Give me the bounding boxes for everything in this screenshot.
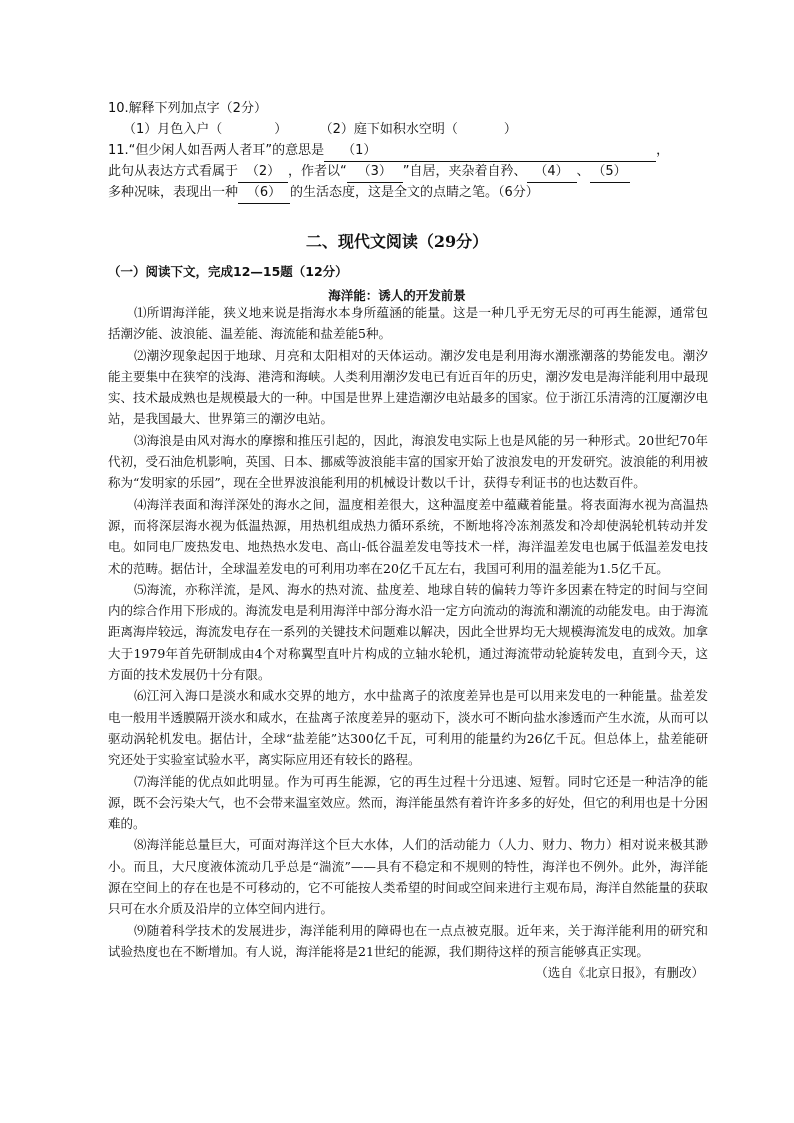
- q11-part1-end: ，: [656, 143, 670, 158]
- question-10-items: [123, 119, 723, 140]
- section-title: 二、现代文阅读（29分）: [305, 232, 489, 251]
- q10-item2-close: ）: [503, 122, 517, 137]
- q11-separator: 、: [576, 164, 590, 179]
- article-paragraph-8: ⑻海洋能总量巨大，可面对海洋这个巨大水体，人们的活动能力（人力、财力、物力）相对说来极其渺小。而且，大尺度液体流动几乎总是“湍流”——具有不稳定和不规则的特性，海洋也不例外。此外，海洋能源在空间上的存在也是不可移动的，它不可能按人类希望的时间或空间来进行主观布局，海洋自然能量的获取只可在水介质及沿岸的立体空间内进行。: [108, 837, 709, 917]
- question-11-line1: [108, 140, 708, 162]
- q11-blank-2[interactable]: [238, 161, 288, 183]
- article-body: [108, 302, 708, 984]
- article-paragraph-2: ⑵潮汐现象起因于地球、月亮和太阳相对的天体运动。潮汐发电是利用海水潮涨潮落的势能发电。潮汐能主要集中在狭窄的浅海、港湾和海峡。人类利用潮汐发电已有近百年的历史，潮汐发电是海洋能利用中最现实、技术最成熟也是规模最大的一种。中国是世界上建造潮汐电站最多的国家。位于浙江乐清湾的江厦潮汐电站，是我国最大、世界第三的潮汐电站。: [108, 347, 709, 427]
- article-source: （选自《北京日报》，有删改）: [535, 965, 704, 981]
- q11-blank-4-label: （4）: [534, 164, 569, 179]
- q10-item1-close: ）: [274, 122, 288, 137]
- article-title: 海洋能：诱人的开发前景: [328, 288, 466, 303]
- q11-blank-3-label: （3）: [357, 164, 392, 179]
- question-10-stem: [108, 98, 708, 119]
- q11-blank-1-label: （1）: [342, 143, 377, 158]
- q10-item2-text: （2）庭下如积水空明（: [319, 122, 458, 137]
- q10-stem-text: 10.解释下列加点字（2分）: [108, 101, 267, 116]
- question-11-line2: [108, 161, 712, 183]
- q11-blank-6[interactable]: [238, 182, 290, 204]
- section-subtitle: （一）阅读下文，完成12—15题（12分）: [108, 264, 348, 279]
- q11-blank-5[interactable]: [590, 161, 630, 183]
- q11-blank-4[interactable]: [527, 161, 577, 183]
- article-paragraph-1: ⑴所谓海洋能，狭义地来说是指海水本身所蕴涵的能量。这是一种几乎无穷无尽的可再生能源，通常包括潮汐能、波浪能、温差能、海流能和盐差能5种。: [108, 305, 708, 342]
- q11-part3: ，作者以“: [288, 164, 347, 179]
- article-paragraph-5: ⑸海流，亦称洋流，是风、海水的热对流、盐度差、地球自转的偏转力等许多因素在特定的时间与空间内的综合作用下形成的。海流发电是利用海洋中部分海水沿一定方向流动的海流和潮流的动能发电。由于海流距离海岸较远，海流发电存在一系列的关键技术问题难以解决，因此全世界均无大规模海流发电的成效。加拿大于1979年首先研制成由4个对称翼型直叶片构成的立轴水轮机，通过海流带动轮旋转发电，直到今天，这方面的技术发展仍十分有限。: [108, 581, 709, 683]
- article-paragraph-7: ⑺海洋能的优点如此明显。作为可再生能源，它的再生过程十分迅速、短暂。同时它还是一种洁净的能源，既不会污染大气，也不会带来温室效应。然而，海洋能虽然有着许许多多的好处，但它的利用也是十分困难的。: [108, 773, 709, 832]
- q11-blank-2-label: （2）: [245, 164, 281, 179]
- q11-blank-3[interactable]: [347, 161, 403, 183]
- article-paragraph-3: ⑶海浪是由风对海水的摩擦和推压引起的，因此，海浪发电实际上也是风能的另一种形式。20世纪70年代初，受石油危机影响，英国、日本、挪威等波浪能丰富的国家开始了波浪发电的开发研究。波浪能的利用被称为“发明家的乐园”，现在全世界波浪能利用的机械设计数以千计，获得专利证书的也达数百件。: [108, 432, 709, 491]
- q11-part4: ”自居，夹杂着自矜、: [402, 164, 527, 179]
- article-paragraph-9: ⑼随着科学技术的发展进步，海洋能利用的障碍也在一点点被克服。近年来，关于海洋能利用的研究和试验热度也在不断增加。有人说，海洋能将是21世纪的能源，我们期待这样的预言能够真正实现。: [108, 922, 708, 959]
- q10-item1-text: （1）月色入户（: [123, 122, 223, 137]
- q11-part2: 此句从表达方式看属于: [108, 164, 239, 179]
- q11-part1: 11.“但少闲人如吾两人者耳”的意思是: [108, 143, 325, 158]
- q11-blank-6-label: （6）: [246, 185, 282, 200]
- q11-blank-1[interactable]: [324, 140, 656, 162]
- q11-blank-5-label: （5）: [592, 164, 627, 179]
- q11-part6: 的生活态度，这是全文的点睛之笔。（6分）: [290, 185, 539, 200]
- question-11-line3: [108, 182, 708, 204]
- article-paragraph-6: ⑹江河入海口是淡水和咸水交界的地方，水中盐离子的浓度差异也是可以用来发电的一种能量。盐差发电一般用半透膜隔开淡水和咸水，在盐离子浓度差异的驱动下，淡水可不断向盐水渗透而产生水流，从而可以驱动涡轮机发电。据估计，全球“盐差能”达300亿千瓦，可利用的能量约为26亿千瓦。但总体上，盐差能研究还处于实验室试验水平，离实际应用还有较长的路程。: [108, 688, 709, 768]
- article-paragraph-4: ⑷海洋表面和海洋深处的海水之间，温度相差很大，这种温度差中蕴藏着能量。将表面海水视为高温热源，而将深层海水视为低温热源，用热机组成热力循环系统，不断地将冷冻剂蒸发和冷却使涡轮机转动并发电。如同电厂废热发电、地热热水发电、高山-低谷温差发电等技术一样，海洋温差发电也属于低温差发电技术的范畴。据估计，全球温差发电的可利用功率在20亿千瓦左右，我国可利用的温差能为1.5亿千瓦。: [108, 496, 708, 576]
- q11-part5: 多种况味，表现出一种: [108, 185, 239, 200]
